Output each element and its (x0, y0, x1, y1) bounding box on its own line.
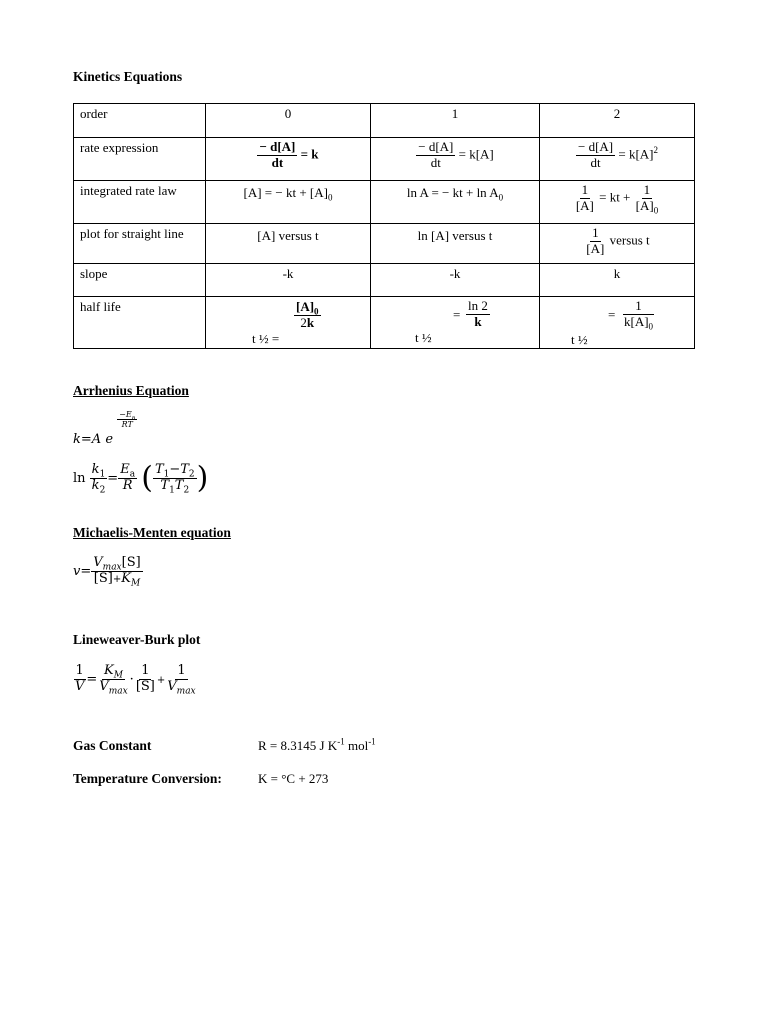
row-label-rate-expression: rate expression (74, 138, 206, 181)
row-label-integrated: integrated rate law (74, 181, 206, 224)
integrated-1: ln A = − kt + $\ln A_0$ (371, 181, 540, 224)
order-2: 2 (540, 104, 695, 138)
gas-constant-value: R = 8.3145 J $K^{-1}$ mol$^{-1}$ (258, 736, 376, 753)
table-row-half-life (74, 297, 695, 349)
half-life-2: = $\frac{1}{k[A]_0}$ t ½ (540, 297, 695, 349)
order-1: 1 (371, 104, 540, 138)
temperature-conversion-label: Temperature Conversion: (73, 771, 222, 786)
lineweaver-burk-equation: $\frac{1}{V}$ = $\frac{K_M}{V_{max}}$ · $\frac{1}{[S]}$ + $\frac{1}{V_{max}}$ (75, 663, 196, 697)
arrhenius-equation: k=A e $\frac{-E_a}{RT}$ (73, 410, 136, 448)
integrated-0: [A] = − kt + $[A]_0$ (206, 181, 371, 224)
temperature-conversion-value: K = °C + 273 (258, 771, 329, 786)
table-row-slope (74, 264, 695, 297)
lineweaver-burk-title: Lineweaver-Burk plot (73, 632, 201, 647)
table-row-plot (74, 224, 695, 264)
slope-2: k (540, 264, 695, 297)
michaelis-menten-title: Michaelis-Menten equation (73, 525, 231, 540)
plot-0: [A] versus t (206, 224, 371, 264)
slope-0: -k (206, 264, 371, 297)
integrated-2: $\frac{1}{[A]}$ = kt + $\frac{1}{[A]_0}$ (540, 181, 695, 224)
rate-expression-0: $\frac{- d[A]}{dt}$ = k (206, 138, 371, 181)
plot-1: ln [A] versus t (371, 224, 540, 264)
row-label-half-life: half life (74, 297, 206, 349)
arrhenius-two-temperature: ln $\frac{k_1}{k_2}$ = $\frac{E_a}{R}$ ( $\frac{T_1-T_2}{T_1T_2}$ ) (73, 460, 209, 496)
plot-2: $\frac{1}{[A]}$ versus t (540, 224, 695, 264)
kinetics-table (73, 103, 695, 349)
michaelis-menten-equation: v= $\frac{V_{max}[S]}{[S]+K_M}$ (73, 555, 141, 589)
slope-1: -k (371, 264, 540, 297)
kinetics-title: Kinetics Equations (73, 69, 183, 84)
table-row-rate-expression (74, 138, 695, 181)
row-label-slope: slope (74, 264, 206, 297)
gas-constant-label: Gas Constant (73, 738, 152, 753)
half-life-0: $\frac{[A]_0}{2k}$ t ½ = (206, 297, 371, 349)
rate-expression-2: $\frac{- d[A]}{dt}$ = $k[A]^2$ (540, 138, 695, 181)
rate-expression-1: $\frac{- d[A]}{dt}$ = k[A] (371, 138, 540, 181)
half-life-1: = $\frac{\ln 2}{k}$ t ½ (371, 297, 540, 349)
table-row-integrated-rate-law (74, 181, 695, 224)
table-row-order (74, 104, 695, 138)
arrhenius-title: Arrhenius Equation (73, 383, 189, 398)
row-label-order: order (74, 104, 206, 138)
row-label-plot: plot for straight line (74, 224, 206, 264)
order-0: 0 (206, 104, 371, 138)
